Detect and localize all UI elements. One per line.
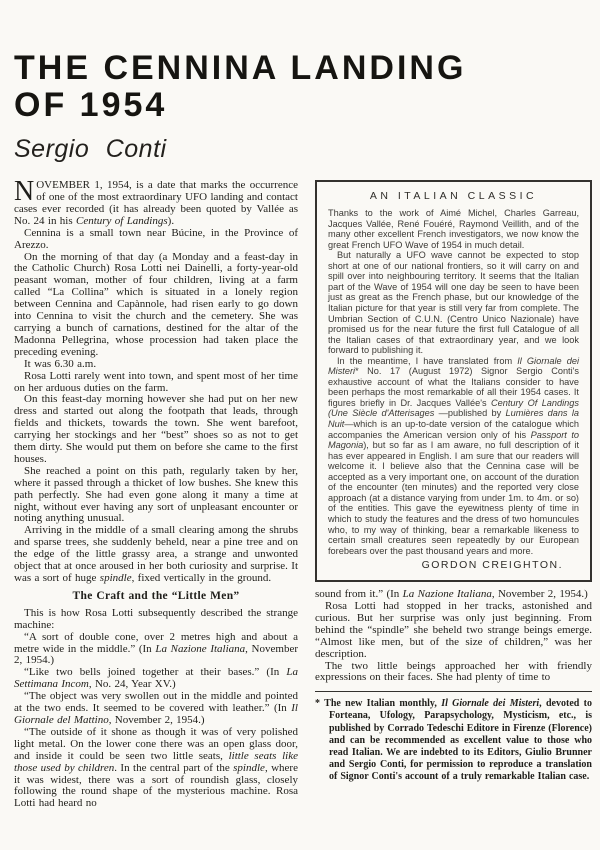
right-column [315,180,592,810]
paragraph: “The outside of it shone as though it was of very polished light metal. On the lower cone there was an open glass door, and inside it could be seen two little seats, little seats like those used by children. In the central part of the spindle, where it was widest, there was a sort of roundish glass, closely following the round shape of the mysterious machine. Rosa Lotti had heard no [14,725,298,810]
article-header [14,50,588,164]
article-title-line-1: THE CENNINA LANDING [14,49,467,87]
box-title: AN ITALIAN CLASSIC [369,190,538,203]
article-author: Sergio Conti [14,135,167,164]
opening-paragraph: NOVEMBER 1, 1954, is a date that marks the occurrence of one of the most extraordinary UFO landing and contact cases ever recorded (it has already been quoted by Vallée as No. 24 in his Century of Landings). [14,176,298,227]
footnote-text: * The new Italian monthly, Il Giornale dei Misteri, devoted to Forteana, Ufology, Parapsychology, Mysticism, etc., is published by Corrado Tedeschi Editore in Firenze (Florence) and can be recommended as excellent value to those who read Italian. We are indebted to its Editors, Giulio Brunner and Sergio Conti, for permission to reproduce a translation of Signor Conti's account of a truly remarkable Italian case. [315,698,592,782]
paragraph: She reached a point on this path, regularly taken by her, where it passed through a thicket of low bushes. She knew this path perfectly. She had even gone along it many a time at night, without ever having any sort of unpleasant encounter or noting anything unusual. [14,464,298,525]
paragraph: The two little beings approached her with friendly expressions on their faces. She had plenty of time to [315,659,592,684]
paragraph: “Like two bells joined together at their bases.” (In La Settimana Incom, No. 24, Year XV.) [14,666,298,691]
footnote [315,691,592,783]
paragraph: Rosa Lotti had stopped in her tracks, astonished and curious. But her surprise was only just beginning. From behind the “spindle” she beheld two strange beings emerge. “Almost like men, but of the size of children,” was her description. [315,600,592,660]
paragraph: In the meantime, I have translated from Il Giornale dei Misteri* No. 17 (August 1972) Signor Sergio Conti's exhaustive account of what the Italians consider to have been perhaps the most remarkable of all their 1954 cases. It figures briefly in Dr. Jacques Vallée's Century Of Landings (Une Siècle d'Atterisages —published by Lumières dans la Nuit—which is an up-to-date version of the catalogue which accompanies the American version only of his Passport to Magonia), but so far as I am aware, no full description of it has ever appeared in English. I am sure that our readers will welcome it. I believe also that the Cennina case will be accepted as a very important one, on account of the duration of the encounter (ten minutes) and the reported very close approach (at a distance varying from under 1m. to 4m. or so) of the entities. This gave the eyewitness plenty of time in which to study the features and the dress of two homuncules who, to my way of thinking, bear a remarkable likeness to certain small creatures seen repeatedly by our European forebears over the past thousand years and more. [328,355,579,556]
box-signature: GORDON CREIGHTON. [421,559,563,572]
paragraph: But naturally a UFO wave cannot be expected to stop short at one of our national frontiers, so it will carry on and spill over into neighbouring territory. It seems that the Italian part of the Wave of 1954 will one day be seen to have been just as great as the French phase, but our knowledge of the Italian picture for that year is still very far from complete. The Umbrian Section of C.U.N. (Centro Unico Nazionale) have promised us for the near future the first full Catalogue of all the Italian cases of that extraordinary year, and we look forward to publishing it. [328,250,579,356]
two-column-layout [14,176,592,810]
paragraph: On this feast-day morning however she had put on her new dress and started out along the footpath that leads, through fields and thickets, towards the town. She went barefoot, carrying her stockings and her “best” shoes so as not to get them dirty. She would put them on before she came to the first houses. [14,393,298,465]
right-column-body [315,589,592,684]
paragraph: “A sort of double cone, over 2 metres high and about a metre wide in the middle.” (In La Nazione Italiana, November 2, 1954.) [14,630,298,667]
article-title [14,50,588,124]
box-body [328,208,579,556]
paragraph: sound from it.” (In La Nazione Italiana, November 2, 1954.) [315,588,588,601]
paragraph: It was 6.30 a.m. [24,357,97,370]
paragraph: Rosa Lotti rarely went into town, and spent most of her time on her arduous duties on the farm. [14,369,298,394]
paragraph: Cennina is a small town near Búcine, in the Province of Arezzo. [14,226,298,251]
paragraph: Thanks to the work of Aimé Michel, Charles Garreau, Jacques Vallée, René Fouéré, Raymond Veillith, and of the many other excellent French investigators, we now know the great French UFO Wave of 1954 in much detail. [328,208,579,250]
footnote-body [315,698,592,783]
paragraph: On the morning of that day (a Monday and a feast-day in the Catholic Church) Rosa Lotti nei Dainelli, a forty-year-old peasant woman, mother of four children, living at a farm called “La Collina” which is situated in a lonely region between Cennina and Capànnole, had risen early to go down into Cennina to visit the church and the cemetery. She was carrying a bunch of carnations, destined for the altar of the Madonna Pellegrina, whose procession had taken place the preceding evening. [14,250,298,358]
paragraph: “The object was very swollen out in the middle and pointed at the two ends. It seemed to be covered with leather.” (In Il Giornale del Mattino, November 2, 1954.) [14,690,298,726]
paragraph: This is how Rosa Lotti subsequently described the strange machine: [14,606,298,631]
drop-cap: N [14,176,35,208]
article-title-line-2: OF 1954 [14,86,168,125]
italian-classic-box [315,180,592,582]
left-column [14,176,298,810]
section-heading: The Craft and the “Little Men” [72,589,240,602]
paragraph: Arriving in the middle of a small clearing among the shrubs and sparse trees, she suddenly beheld, near a pine tree and on the edge of the little grassy area, a strange and unwonted object that at once aroused in her both curiosity and surprise. It was a sort of huge spindle, fixed vertically in the ground. [14,524,298,584]
